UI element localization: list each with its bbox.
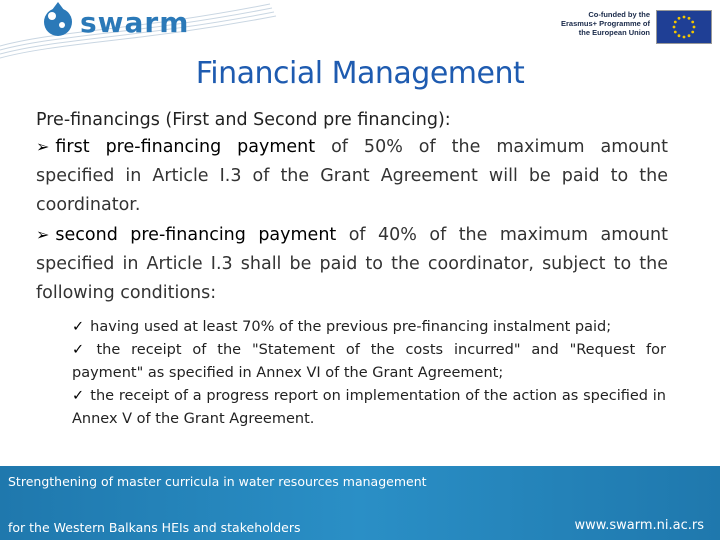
- condition-item: [72, 385, 666, 431]
- eu-funding-text: Co-funded by the Erasmus+ Programme of the European Union: [561, 10, 650, 37]
- eu-funding-badge: [560, 10, 712, 42]
- swarm-logo: [0, 0, 280, 60]
- footer-project-line1: Strengthening of master curricula in water resources management: [8, 474, 427, 489]
- item-lead: second pre-financing payment: [55, 225, 337, 245]
- item-lead: first pre-financing payment: [55, 137, 316, 157]
- footer-website-link[interactable]: www.swarm.ni.ac.rs: [574, 518, 704, 533]
- list-item: [36, 220, 668, 308]
- arrow-bullet-icon: ➢: [36, 225, 50, 244]
- item-text: of 40% of the maximum amount specified in Article I.3 shall be paid to the coordinator, subject to the following conditions:: [36, 225, 668, 303]
- header: [0, 0, 720, 60]
- intro-text: Pre-financings (First and Second pre financing):: [36, 110, 451, 130]
- checkmark-icon: ✓: [72, 342, 91, 358]
- condition-text: having used at least 70% of the previous pre-financing instalment paid;: [90, 319, 612, 335]
- checkmark-icon: ✓: [72, 388, 85, 404]
- slide-title: Financial Management: [195, 56, 525, 91]
- logo-text: swarm: [80, 6, 190, 39]
- footer-project-line2: for the Western Balkans HEIs and stakeholders: [8, 520, 301, 535]
- item-text: of 50% of the maximum amount specified in Article I.3 of the Grant Agreement will be paid to the coordinator.: [36, 137, 668, 215]
- footer-bar: [0, 466, 720, 540]
- slide-content: [36, 108, 668, 431]
- condition-text: the receipt of a progress report on implementation of the action as specified in Annex V of the Grant Agreement.: [72, 388, 666, 427]
- condition-item: [72, 339, 666, 385]
- checkmark-icon: ✓: [72, 319, 85, 335]
- conditions-list: [72, 316, 666, 431]
- condition-item: [72, 316, 666, 339]
- arrow-bullet-icon: ➢: [36, 137, 50, 156]
- eu-flag-icon: [656, 10, 712, 44]
- condition-text: the receipt of the "Statement of the costs incurred" and "Request for payment" as specified in Annex VI of the Grant Agreement;: [72, 342, 666, 381]
- list-item: [36, 132, 668, 220]
